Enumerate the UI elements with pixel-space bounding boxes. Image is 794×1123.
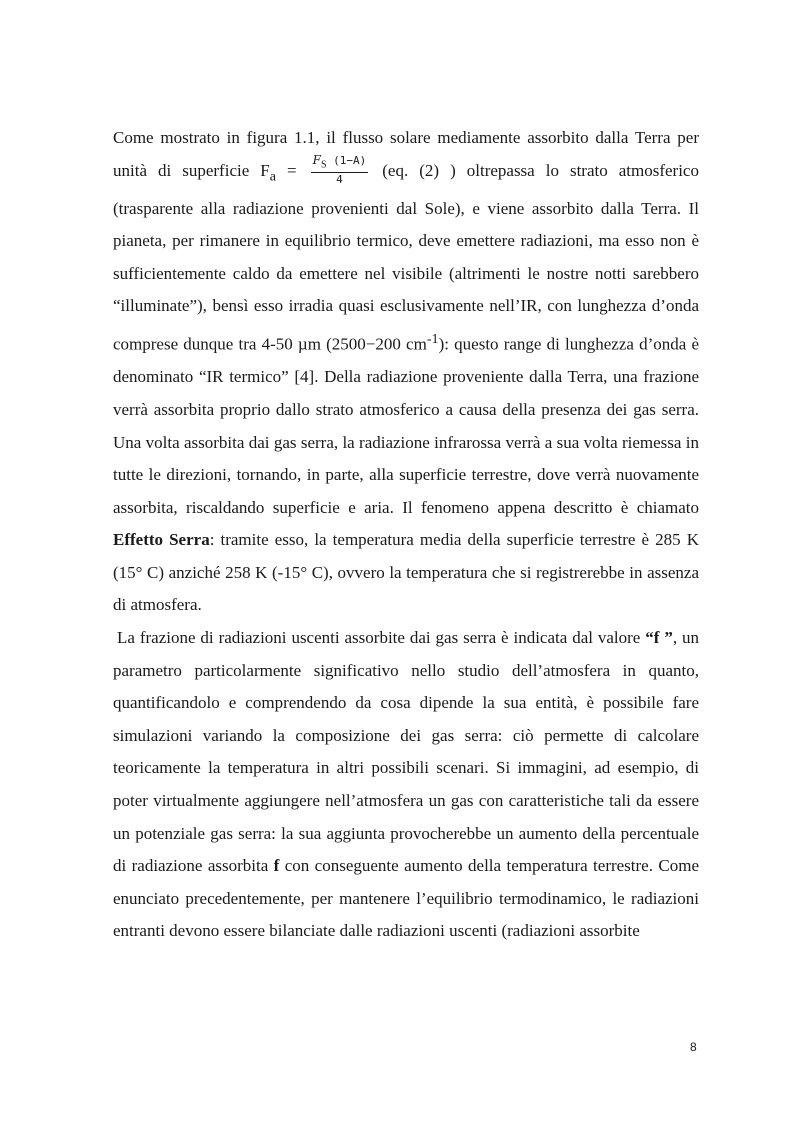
f-term-2: f	[273, 856, 280, 876]
effetto-serra-term: Effetto Serra	[113, 530, 210, 550]
f-term-1: “f ”	[645, 628, 673, 648]
body-text	[113, 122, 699, 948]
flux-fraction	[311, 153, 369, 187]
fraction-numerator: $F_S$ (1−A)	[311, 153, 369, 173]
paragraph-2: La frazione di radiazioni uscenti assorbite dai gas serra è indicata dal valore “f ”, un parametro particolarmente significativo nello studio dell’atmosfera in quanto, quantificandolo e comprendendo da cosa dipende la sua entità, è possibile fare simulazioni variando la composizione dei gas serra: ciò permette di calcolare teoricamente la temperatura in altri possibili scenari. Si immagini, ad esempio, di poter virtualmente aggiungere nell’atmosfera un gas con caratteristiche tali da essere un potenziale gas serra: la sua aggiunta provocherebbe un aumento della percentuale di radiazione assorbita f con conseguente aumento della temperatura terrestre. Come enunciato precedentemente, per mantenere l’equilibrio termodinamico, le radiazioni entranti devono essere bilanciate dalle radiazioni uscenti (radiazioni assorbite	[113, 628, 700, 941]
paragraph-1: Come mostrato in figura 1.1, il flusso solare mediamente assorbito dalla Terra per unità di superficie $F_a$ = $\frac{F_S (1-A)}{4}$ (eq. (2) ) oltrepassa lo strato atmosferico (trasparente alla radiazione provenienti dal Sole), e viene assorbito dalla Terra. Il pianeta, per rimanere in equilibrio termico, deve emettere radiazioni, ma esso non è sufficientemente caldo da emettere nel visibile (altrimenti le nostre notti sarebbero “illuminate”), bensì esso irradia quasi esclusivamente nell’IR, con lunghezza d’onda comprese dunque tra 4-50 µm (2500−200 $cm^{-1}$): questo range di lunghezza d’onda è denominato “IR termico” [4]. Della radiazione proveniente dalla Terra, una frazione verrà assorbita proprio dallo strato atmosferico a causa della presenza dei gas serra. Una volta assorbita dai gas serra, la radiazione infrarossa verrà a sua volta riemessa in tutte le direzioni, tornando, in parte, alla superficie terrestre, dove verrà nuovamente assorbita, riscaldando superficie e aria. Il fenomeno appena descritto è chiamato Effetto Serra: tramite esso, la temperatura media della superficie terrestre è 285 K (15° C) anziché 258 K (-15° C), ovvero la temperatura che si registrerebbe in assenza di atmosfera.	[113, 128, 700, 615]
page-number: 8	[690, 1040, 697, 1054]
subscript-a: a	[269, 168, 277, 185]
superscript-neg1: -1	[426, 331, 439, 348]
fraction-denominator: 4	[336, 172, 343, 186]
